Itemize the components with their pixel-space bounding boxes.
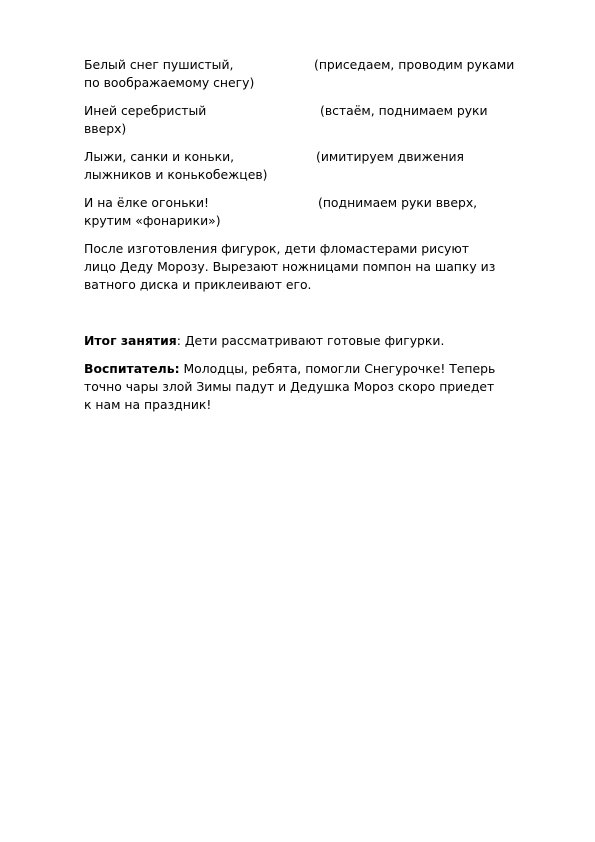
summary-text: : Дети рассматривают готовые фигурки.: [176, 333, 445, 348]
verse-4-line: И на ёлке огоньки!: [84, 195, 210, 210]
teacher-line-1: Молодцы, ребята, помогли Снегурочке! Теперь: [179, 361, 496, 376]
instructions-line-1: После изготовления фигурок, дети фломастерами рисуют: [84, 241, 470, 256]
verse-2: [84, 102, 554, 138]
verse-3-line: Лыжи, санки и коньки,: [84, 149, 235, 164]
instructions-line-3: ватного диска и приклеивают его.: [84, 277, 312, 292]
verse-1-action-continued: по воображаемому снегу): [84, 75, 255, 90]
summary-label: Итог занятия: [84, 333, 177, 348]
summary-paragraph: [84, 332, 554, 350]
verse-2-action: (встаём, поднимаем руки: [320, 103, 488, 118]
spacer: [84, 304, 554, 332]
teacher-line-2: точно чары злой Зимы падут и Дедушка Мороз скоро приедет: [84, 379, 495, 394]
teacher-label: Воспитатель:: [84, 361, 180, 376]
teacher-paragraph: [84, 360, 554, 414]
instructions-line-2: лицо Деду Морозу. Вырезают ножницами помпон на шапку из: [84, 259, 496, 274]
teacher-line-3: к нам на праздник!: [84, 397, 212, 412]
verse-2-action-continued: вверх): [84, 121, 127, 136]
verse-1-action: (приседаем, проводим руками: [314, 57, 515, 72]
verse-4-action: (поднимаем руки вверх,: [318, 195, 478, 210]
verse-1: [84, 56, 554, 92]
verse-3: [84, 148, 554, 184]
verse-1-line: Белый снег пушистый,: [84, 57, 234, 72]
verse-3-action-continued: лыжников и конькобежцев): [84, 167, 268, 182]
page-content: [84, 56, 554, 424]
verse-4-action-continued: крутим «фонарики»): [84, 213, 221, 228]
verse-2-line: Иней серебристый: [84, 103, 207, 118]
verse-4: [84, 194, 554, 230]
instructions-paragraph: [84, 240, 554, 294]
verse-3-action: (имитируем движения: [316, 149, 464, 164]
